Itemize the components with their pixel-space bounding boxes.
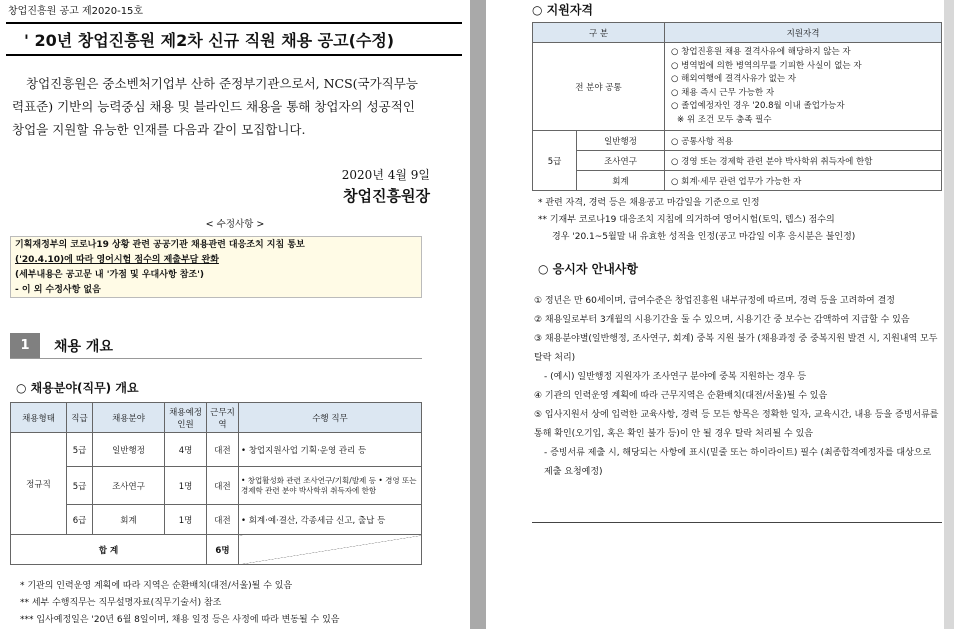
grade-label: 5급 [533,131,577,191]
duty-cell: • 회계·예·결산, 각종세금 신고, 출납 등 [239,505,422,535]
qual-item: ○ 채용 즉시 근무 가능한 자 [671,87,775,98]
field-qual: ○ 회계·세무 관련 업무가 가능한 자 [665,171,942,191]
guide-item: ④ 기관의 인력운영 계획에 따라 근무지역은 순환배치(대전/서울)될 수 있음 [534,391,828,401]
left-page [0,0,470,629]
qual-item: ○ 해외여행에 결격사유가 없는 자 [671,74,796,84]
grade-cell: 5급 [67,467,93,505]
qual-item: ※ 위 조건 모두 충족 필수 [677,114,772,125]
th-count: 채용예정인원 [165,403,207,433]
qual-item: ○ 창업진흥원 채용 결격사유에 해당하지 않는 자 [671,47,851,57]
total-row [11,535,422,565]
revision-notice [10,236,422,298]
th-qualification: 지원자격 [665,23,942,43]
guide-item: ⑤ 입사지원서 상에 입력한 교육사항, 경력 등 모든 항목은 정확한 일자, 교육시간, 내용 등을 증빙서류를 통해 확인(오기입, 혹은 확인 불가 등)이 안 될 경우 탈락 처리될 수 있음 [534,410,939,439]
count-cell: 1명 [165,505,207,535]
page-gap [470,0,486,629]
qual-table [532,22,942,191]
field-name: 회계 [577,171,665,191]
note-line: * 기관의 인력운영 계획에 따라 지역은 순환배치(대전/서울)될 수 있음 [20,581,293,591]
field-qual: ○ 공통사항 적용 [665,131,942,151]
qual-notes [538,195,855,246]
announce-date: 2020년 4월 9일 [341,168,430,182]
guide-list [534,292,940,482]
total-label: 합 계 [11,535,207,565]
region-cell: 대전 [207,467,239,505]
grade-cell: 5급 [67,433,93,467]
qual-item: ○ 병역법에 의한 병역의무를 기피한 사실이 없는 자 [671,60,862,71]
guide-item: - 증빙서류 제출 시, 해당되는 사항에 표시(밑줄 또는 하이라이트) 필수 (최종합격예정자를 대상으로 제출 요청예정) [544,448,932,477]
count-cell: 1명 [165,467,207,505]
field-qual: ○ 경영 또는 경제학 관련 분야 박사학위 취득자에 한함 [665,151,942,171]
notice-line: 기획재정부의 코로나19 상황 관련 공공기관 채용관련 대응조치 지침 통보 [15,240,305,250]
note-line: 경우 '20.1~5월말 내 유효한 성적을 인정(공고 마감일 이후 응시분은 불인정) [552,232,856,242]
field-name: 조사연구 [577,151,665,171]
doc-number: 창업진흥원 공고 제2020-15호 [8,6,144,17]
section-number: 1 [10,333,40,358]
duty-cell: • 창업활성화 관련 조사연구/기획/발제 등 • 경영 또는 경제학 관련 분야 박사학위 취득자에 한함 [239,467,422,505]
field-cell: 조사연구 [93,467,165,505]
org-signature: 창업진흥원장 [343,187,430,205]
region-cell: 대전 [207,433,239,467]
notice-line: - 이 외 수정사항 없음 [15,285,101,295]
recruit-table [10,402,422,565]
th-division: 구 분 [533,23,665,43]
field-row [533,131,942,151]
guide-item: ③ 채용분야별(일반행정, 조사연구, 회계) 중복 지원 불가 (채용과정 중 중복지원 발견 시, 지원내역 모두 탈락 처리) [534,334,938,363]
section-header [10,333,422,359]
table-row [11,433,422,467]
th-grade: 직급 [67,403,93,433]
type-cell: 정규직 [11,433,67,535]
intro-paragraph: 창업진흥원은 중소벤처기업부 산하 준정부기관으로서, NCS(국가직무능력표준) 기반의 능력중심 채용 및 블라인드 채용을 통해 창업자의 성공적인 창업을 지원할 유능한 인재를 다음과 같이 모집합니다. [12,76,418,137]
table-row [11,467,422,505]
qual-heading: ○ 지원자격 [532,3,594,17]
field-cell: 일반행정 [93,433,165,467]
region-cell: 대전 [207,505,239,535]
total-count: 6명 [207,535,239,565]
grade-cell: 6급 [67,505,93,535]
guide-item: ② 채용일로부터 3개월의 시용기간을 둘 수 있으며, 시용기간 중 보수는 감액하여 지급할 수 있음 [534,315,910,325]
guide-item: - (예시) 일반행정 지원자가 조사연구 분야에 중복 지원하는 경우 등 [544,372,807,382]
guide-item: ① 정년은 만 60세이며, 급여수준은 창업진흥원 내부규정에 따르며, 경력 등을 고려하여 결정 [534,296,896,306]
revision-header: < 수정사항 > [205,219,265,230]
notice-line: ('20.4.10)에 따라 영어시험 점수의 제출부담 완화 [15,255,219,265]
note-line: ** 기재부 코로나19 대응조치 지침에 의거하여 영어시험(토익, 텝스) 점수의 [538,215,835,225]
note-line: * 관련 자격, 경력 등은 채용공고 마감일을 기준으로 인정 [538,198,760,208]
duty-cell: • 창업지원사업 기획·운영 관리 등 [239,433,422,467]
notice-line: (세부내용은 공고문 내 '가점 및 우대사항 참조') [15,270,205,280]
table-row [11,505,422,535]
th-field: 채용분야 [93,403,165,433]
qual-item: ○ 졸업예정자인 경우 '20.8월 이내 졸업가능자 [671,101,845,111]
note-line: ** 세부 수행직무는 직무설명자료(직무기술서) 참조 [20,598,222,608]
sub-heading: ○ 채용분야(직무) 개요 [16,381,139,395]
field-name: 일반행정 [577,131,665,151]
common-row [533,43,942,131]
th-type: 채용형태 [11,403,67,433]
field-row [533,171,942,191]
section-title: 채용 개요 [54,339,113,355]
note-line: *** 입사예정일은 '20년 6월 8일이며, 채용 일정 등은 사정에 따라 변동될 수 있음 [20,615,340,625]
field-cell: 회계 [93,505,165,535]
guide-heading: ○ 응시자 안내사항 [538,262,638,276]
right-page [486,0,954,629]
total-empty [239,535,422,565]
vertical-scrollbar[interactable] [944,0,954,629]
field-row [533,151,942,171]
page-title: ' 20년 창업진흥원 제2차 신규 직원 채용 공고(수정) [6,22,462,56]
common-items [665,43,942,131]
common-label: 전 분야 공통 [533,43,665,131]
th-duty: 수행 직무 [239,403,422,433]
count-cell: 4명 [165,433,207,467]
divider [532,522,942,523]
table-notes [20,578,340,629]
th-region: 근무지역 [207,403,239,433]
